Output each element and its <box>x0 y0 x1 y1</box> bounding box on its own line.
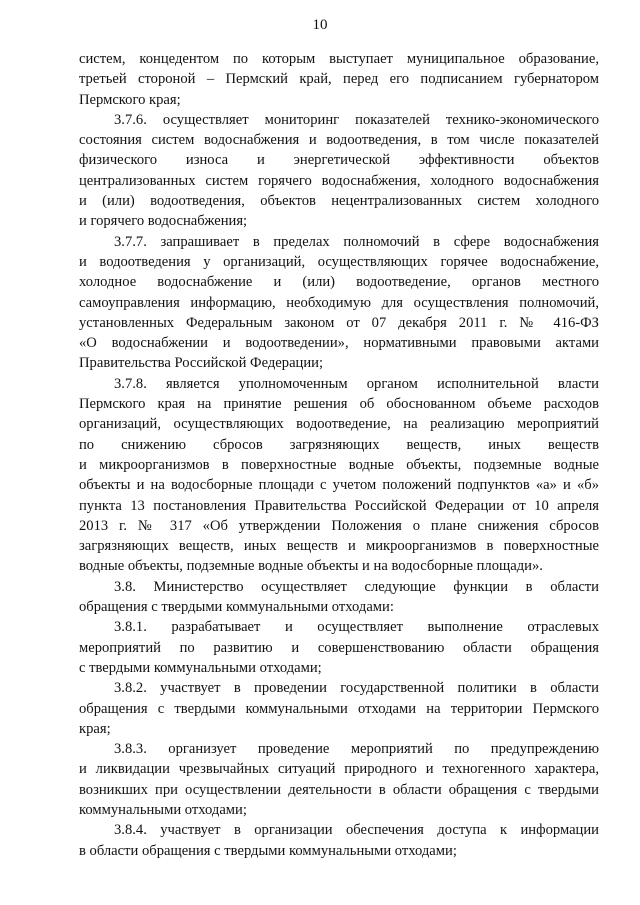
text-line: Пермского края на принятие решения об обоснованном объеме расходов <box>79 396 599 413</box>
text-line: «О водоснабжении и водоотведении», нормативными правовыми актами <box>79 335 599 352</box>
text-line: мероприятий по развитию и совершенствованию области обращения <box>79 639 599 656</box>
text-line: пункта 13 постановления Правительства Российской Федерации от 10 апреля <box>79 497 599 514</box>
text-line: физического износа и энергетической эффективности объектов <box>79 152 599 169</box>
text-line: 3.8.2. участвует в проведении государственной политики в области <box>114 680 599 697</box>
text-line: 3.8.3. организует проведение мероприятий по предупреждению <box>114 741 599 758</box>
text-line: третьей стороной – Пермский край, перед его подписанием губернатором <box>79 71 599 88</box>
text-line: загрязняющих веществ, иных веществ и микроорганизмов в поверхностные <box>79 538 599 555</box>
text-line: централизованных систем горячего водоснабжения, холодного водоснабжения <box>79 172 599 189</box>
text-line: 3.8.1. разрабатывает и осуществляет выполнение отраслевых <box>114 619 599 636</box>
text-line: 2013 г. № 317 «Об утверждении Положения о плане снижения сбросов <box>79 517 599 534</box>
text-line: и горячего водоснабжения; <box>79 213 248 230</box>
text-line: холодное водоснабжение и (или) водоотведение, органов местного <box>79 274 599 291</box>
text-line: 3.7.6. осуществляет мониторинг показателей технико-экономического <box>114 111 599 128</box>
text-line: установленных Федеральным законом от 07 декабря 2011 г. № 416-ФЗ <box>79 314 599 331</box>
text-line: обращения с твердыми коммунальными отходами: <box>79 599 394 616</box>
text-line: коммунальными отходами; <box>79 801 247 818</box>
text-line: и (или) водоотведения, объектов нецентрализованных систем холодного <box>79 193 599 210</box>
text-line: возникших при осуществлении деятельности в области обращения с твердыми <box>79 781 599 798</box>
text-line: 3.8. Министерство осуществляет следующие функции в области <box>114 578 599 595</box>
text-line: Правительства Российской Федерации; <box>79 355 324 372</box>
text-line: самоуправления информацию, необходимую для осуществления полномочий, <box>79 294 599 311</box>
text-line: с твердыми коммунальными отходами; <box>79 659 322 676</box>
page-number: 10 <box>312 17 328 33</box>
text-line: края; <box>79 720 111 737</box>
text-line: систем, концедентом по которым выступает муниципальное образование, <box>79 51 599 67</box>
text-line: и водоотведения у организаций, осуществляющих горячее водоснабжение, <box>79 253 599 270</box>
text-line: 3.8.4. участвует в организации обеспечения доступа к информации <box>114 822 599 839</box>
text-line: 3.7.8. является уполномоченным органом исполнительной власти <box>114 375 599 392</box>
text-line: по снижению сбросов загрязняющих веществ, иных веществ <box>79 436 599 453</box>
text-line: состояния систем водоснабжения и водоотведения, в том числе показателей <box>79 132 599 149</box>
text-line: Пермского края; <box>79 91 181 108</box>
text-line: организаций, осуществляющих водоотведение, на реализацию мероприятий <box>79 416 599 433</box>
text-line: обращения с твердыми коммунальными отходами на территории Пермского <box>79 700 599 717</box>
text-line: и ликвидации чрезвычайных ситуаций природного и техногенного характера, <box>79 761 599 778</box>
text-line: 3.7.7. запрашивает в пределах полномочий в сфере водоснабжения <box>114 233 599 250</box>
text-line: водные объекты, подземные водные объекты и на водосборные площади». <box>79 558 543 575</box>
text-line: в области обращения с твердыми коммунальными отходами; <box>79 842 457 859</box>
text-line: объекты и на водосборные площади с учетом положений подпунктов «а» и «б» <box>79 477 599 494</box>
document-body <box>79 49 599 861</box>
text-line: и микроорганизмов в поверхностные водные объекты, подземные водные <box>79 456 599 473</box>
